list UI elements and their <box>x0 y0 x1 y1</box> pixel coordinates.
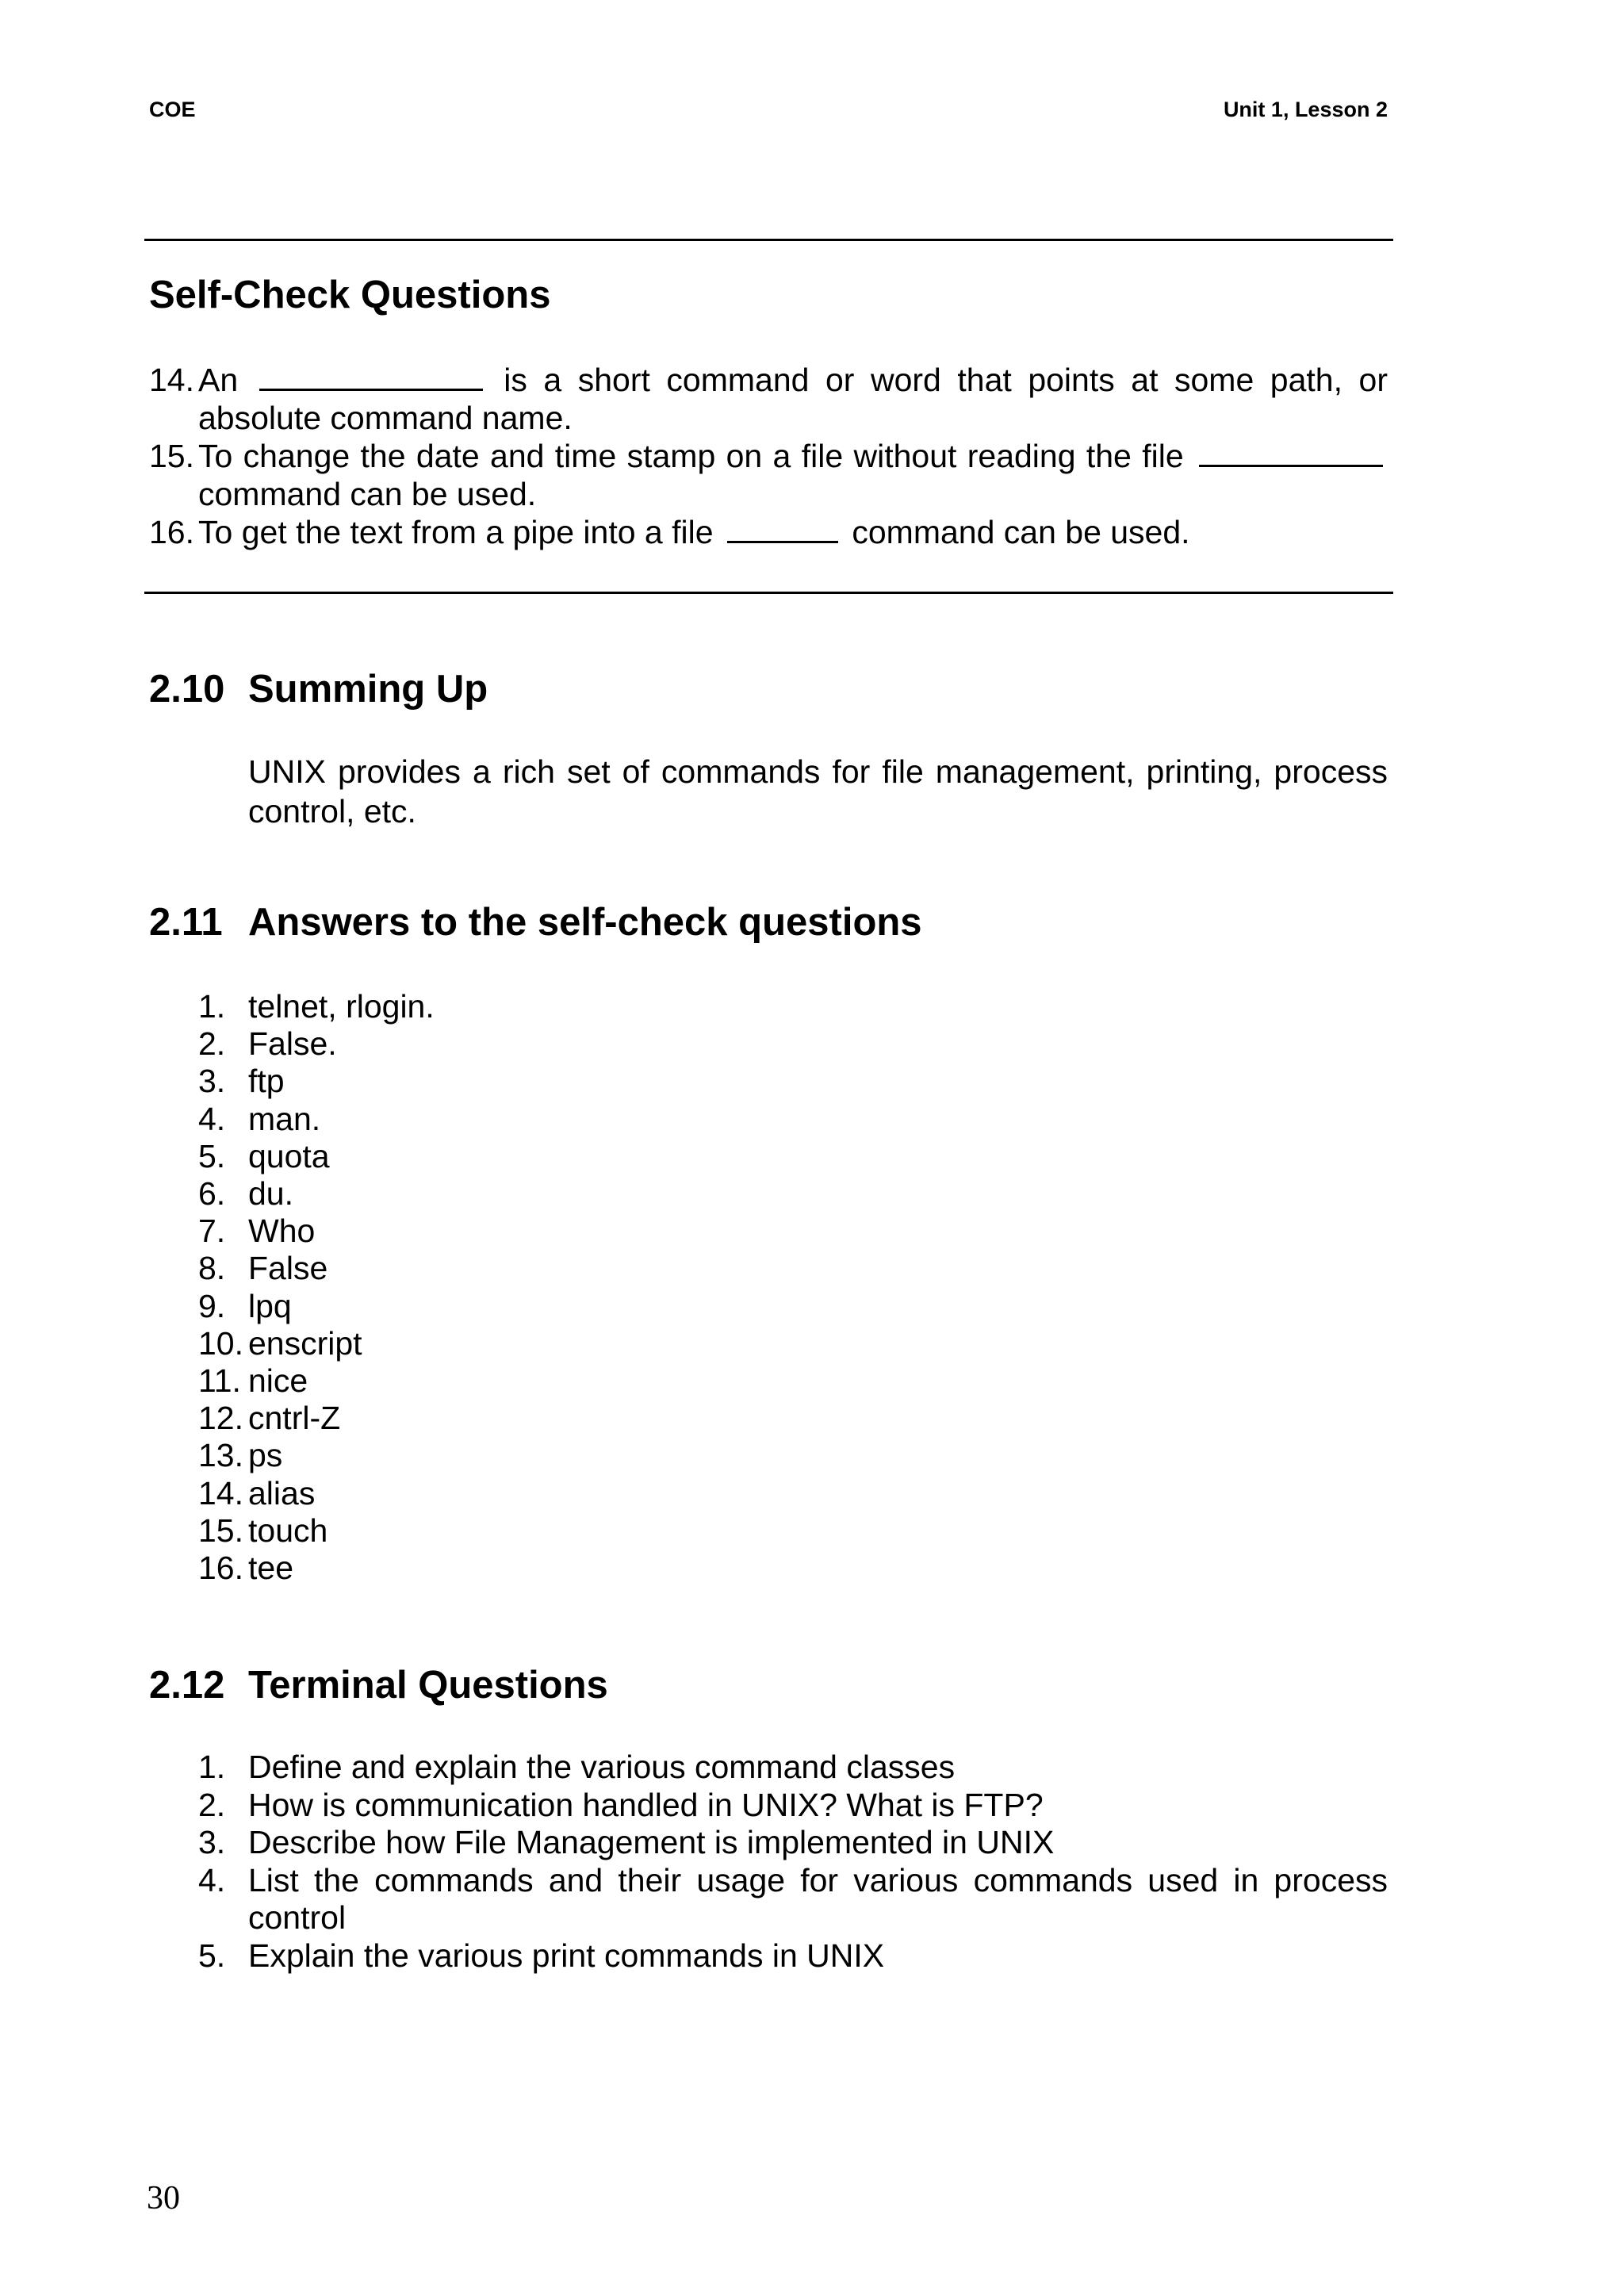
answer-blank <box>727 514 838 543</box>
section-number: 2.12 <box>149 1664 225 1707</box>
section-heading-terminal <box>149 1663 608 1707</box>
answer-blank <box>1199 438 1383 467</box>
header-left: COE <box>149 98 196 121</box>
question-number: 16. <box>149 514 194 550</box>
list-item: 1. telnet, rlogin. <box>198 988 435 1025</box>
section-title: Answers to the self-check questions <box>248 901 922 944</box>
terminal-questions-list <box>198 1749 1388 1975</box>
list-item: 15. touch <box>198 1511 328 1549</box>
list-item: 13. ps <box>198 1437 283 1474</box>
question-text: To change the date and time stamp on a file without reading the file command can be used. <box>198 437 1388 513</box>
page-number: 30 <box>147 2180 180 2216</box>
answers-list <box>198 988 1388 1587</box>
list-item: 12. cntrl-Z <box>198 1400 341 1437</box>
section-heading-summing-up <box>149 667 488 711</box>
list-item: 3. Describe how File Management is implemented in UNIX <box>198 1824 1055 1860</box>
question-number: 15. <box>149 438 194 474</box>
header-right: Unit 1, Lesson 2 <box>1223 98 1388 121</box>
list-item: 4. List the commands and their usage for various commands used in process control <box>198 1861 1388 1936</box>
list-item: 5. Explain the various print commands in UNIX <box>198 1937 885 1974</box>
list-item: 6. du. <box>198 1175 293 1213</box>
list-item: 11. nice <box>198 1362 308 1400</box>
list-item: 10. enscript <box>198 1324 362 1362</box>
summing-up-text: UNIX provides a rich set of commands for file management, printing, process control, etc. <box>248 753 1388 829</box>
answer-blank <box>259 362 483 391</box>
question-item <box>149 437 1388 513</box>
section-heading-answers <box>149 900 922 944</box>
list-item: 3. ftp <box>198 1063 285 1100</box>
question-number: 14. <box>149 362 194 398</box>
question-text: To get the text from a pipe into a file command can be used. <box>198 514 1190 550</box>
top-rule <box>144 239 1393 241</box>
section-number: 2.10 <box>149 668 225 711</box>
list-item: 8. False <box>198 1250 328 1287</box>
bottom-rule <box>144 592 1393 594</box>
list-item: 5. quota <box>198 1137 330 1174</box>
list-item: 2. False. <box>198 1025 337 1063</box>
question-item <box>149 513 1388 551</box>
self-check-list <box>149 361 1388 551</box>
section-title: Summing Up <box>248 668 488 711</box>
list-item: 9. lpq <box>198 1287 292 1324</box>
question-text: An is a short command or word that points at some path, or absolute command name. <box>198 362 1388 436</box>
list-item: 4. man. <box>198 1100 321 1137</box>
list-item: 2. How is communication handled in UNIX? What is FTP? <box>198 1786 1044 1823</box>
list-item: 1. Define and explain the various command classes <box>198 1749 956 1785</box>
list-item: 14. alias <box>198 1474 316 1511</box>
section-title: Terminal Questions <box>248 1664 608 1707</box>
list-item: 16. tee <box>198 1550 293 1587</box>
section-number: 2.11 <box>149 901 223 944</box>
self-check-title: Self-Check Questions <box>149 274 551 316</box>
list-item: 7. Who <box>198 1213 316 1250</box>
question-item <box>149 361 1388 437</box>
